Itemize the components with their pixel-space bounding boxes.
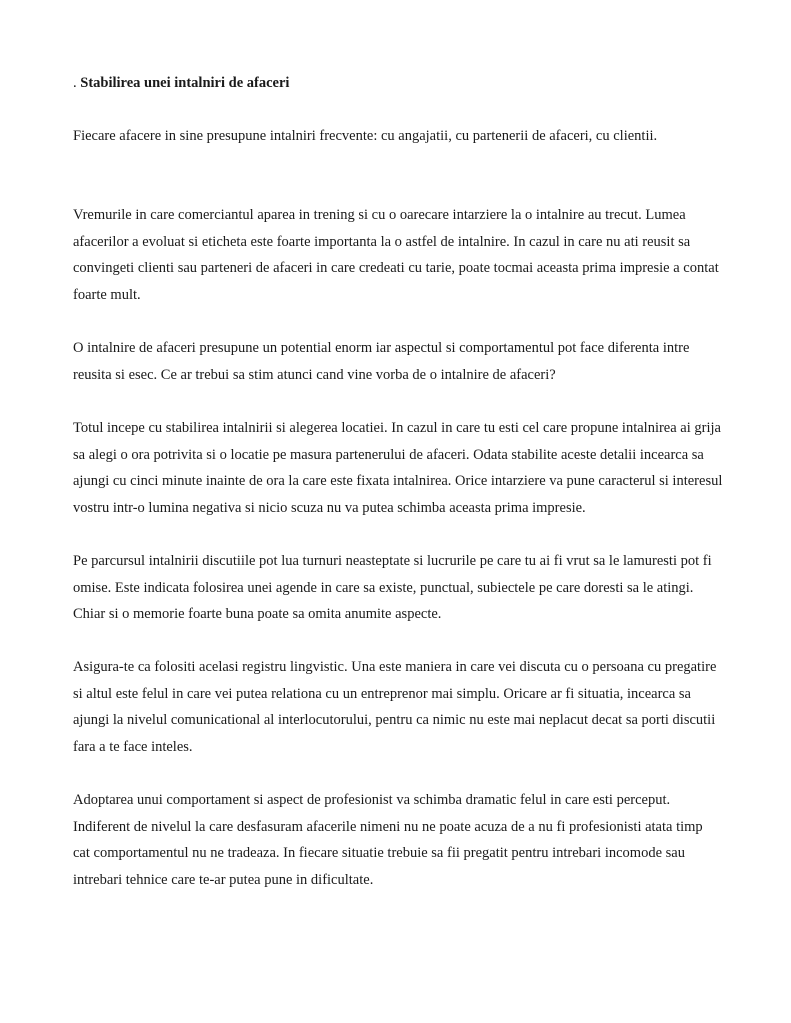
title-prefix: . <box>73 75 77 91</box>
paragraph-5: Pe parcursul intalnirii discutiile pot lua turnuri neasteptate si lucrurile pe care tu ai fi vrut sa le lamuresti pot fi omise. Este indicata folosirea unei agende in care sa existe, punctual, subiectele pe care doresti sa le atingi. Chiar si o memorie foarte buna poate sa omita anumite aspecte. <box>73 552 712 623</box>
paragraph-7: Adoptarea unui comportament si aspect de profesionist va schimba dramatic felul in care esti perceput. Indiferent de nivelul la care desfasuram afacerile nimeni nu ne poate acuza de a nu fi profesionisti atata timp cat comportamentul nu ne tradeaza. In fiecare situatie trebuie sa fii pregatit pentru intrebari incomode sau intrebari tehnice care te-ar putea pune in dificultate. <box>73 792 703 889</box>
document-title <box>73 70 723 97</box>
paragraph-6: Asigura-te ca folositi acelasi registru lingvistic. Una este maniera in care vei discuta cu o persoana cu pregatire si altul este felul in care vei putea relationa cu un entreprenor mai simplu. Oricare ar fi situatia, incearca sa ajungi la nivelul comunicational al interlocutorului, pentru ca nimic nu este mai neplacut decat sa porti discutii fara a te face inteles. <box>73 659 717 756</box>
document-page <box>73 70 723 920</box>
title-text: Stabilirea unei intalniri de afaceri <box>80 75 290 91</box>
paragraph-4: Totul incepe cu stabilirea intalnirii si alegerea locatiei. In cazul in care tu esti cel care propune intalnirea ai grija sa alegi o ora potrivita si o locatie pe masura partenerului de afaceri. Odata stabilite aceste detalii incearca sa ajungi cu cinci minute inainte de ora la care este fixata intalnirea. Orice intarziere va pune caracterul si interesul vostru intr-o lumina negativa si nicio scuza nu va putea schimba aceasta prima impresie. <box>73 419 723 516</box>
paragraph-2: Vremurile in care comerciantul aparea in trening si cu o oarecare intarziere la o intalnire au trecut. Lumea afacerilor a evoluat si eticheta este foarte importanta la o astfel de intalnire. In cazul in care nu ati reusit sa convingeti clienti sau parteneri de afaceri in care credeati cu tarie, poate tocmai aceasta prima impresie a contat foarte mult. <box>73 207 719 303</box>
paragraph-intro: Fiecare afacere in sine presupune intalniri frecvente: cu angajatii, cu partenerii de afaceri, cu clientii. <box>73 127 658 144</box>
paragraph-3: O intalnire de afaceri presupune un potential enorm iar aspectul si comportamentul pot face diferenta intre reusita si esec. Ce ar trebui sa stim atunci cand vine vorba de o intalnire de afaceri? <box>73 340 690 383</box>
